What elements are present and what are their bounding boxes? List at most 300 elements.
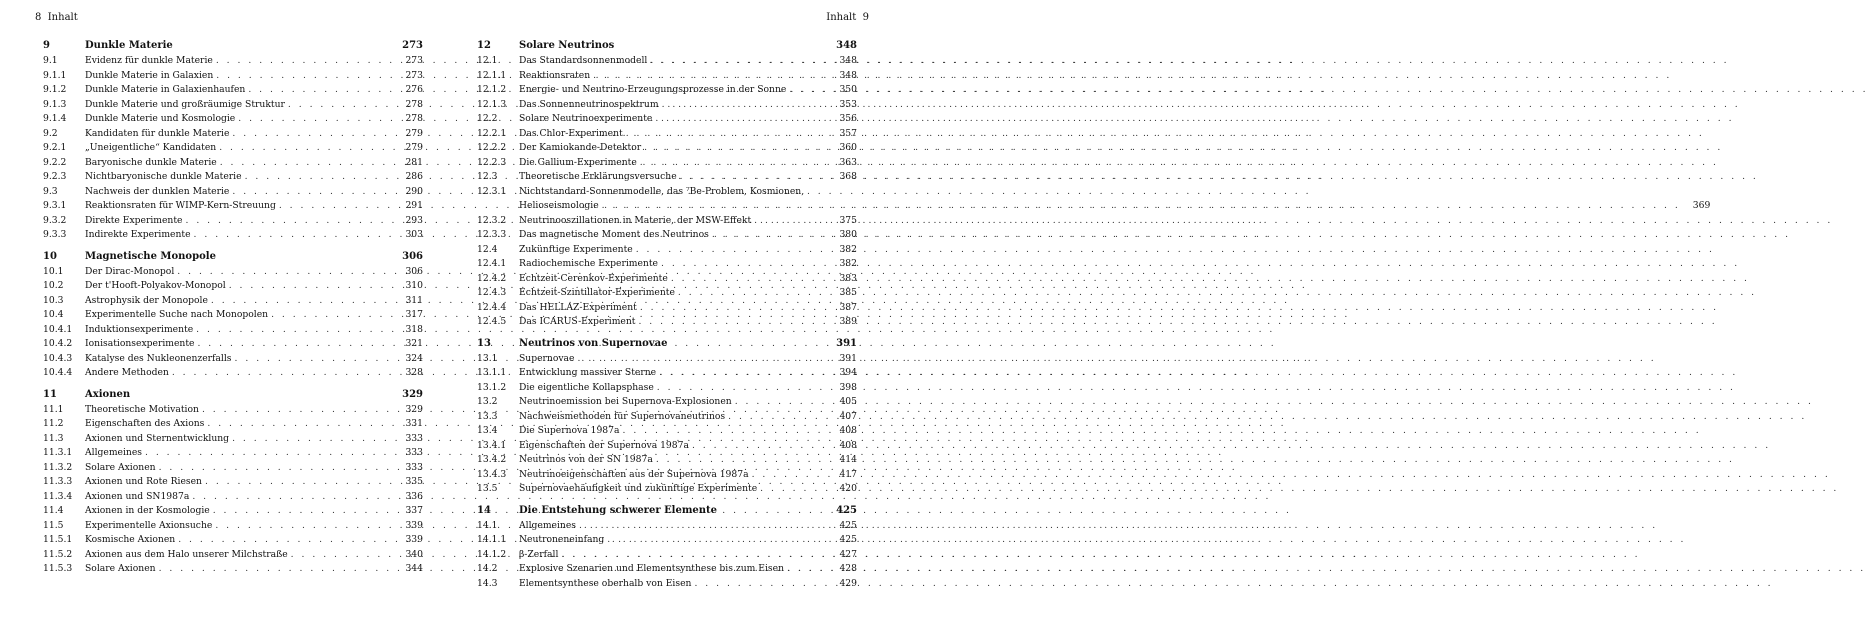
toc-entry: [43, 156, 423, 171]
section-title-wrap: [519, 577, 827, 592]
chapter-number: 13: [477, 337, 491, 349]
section-page: 303: [405, 229, 423, 240]
chapter-heading: [43, 249, 423, 265]
section-title: β-Zerfall: [519, 548, 559, 560]
section-page: 340: [405, 548, 423, 560]
toc-entry: [477, 352, 857, 367]
toc-entry: [477, 257, 857, 272]
chapter-title-wrap: [85, 249, 393, 265]
section-title: Dunkle Materie und großräumige Struktur: [85, 98, 285, 110]
section-title-wrap: [519, 83, 827, 98]
toc-entry: [477, 156, 857, 171]
chapter-page: 391: [836, 337, 857, 349]
section-title: Eigenschaften der Supernova 1987a: [519, 439, 689, 451]
dot-leader: [636, 243, 1715, 258]
section-title-wrap: [519, 533, 827, 548]
section-title: Neutrinoemission bei Supernova-Explosionen: [519, 396, 732, 407]
section-number: 9.3: [43, 185, 58, 197]
section-title: Neutrinos von der SN 1987a: [519, 454, 653, 465]
section-title: Katalyse des Nukleonenzerfalls: [85, 352, 232, 364]
section-page: 429: [839, 577, 857, 589]
chapter-title: Magnetische Monopole: [85, 250, 216, 262]
dot-leader: [579, 519, 1658, 534]
section-title: Allgemeines: [85, 447, 142, 458]
dot-leader: [712, 228, 1791, 243]
section-number: 11.3.2: [43, 461, 73, 473]
toc-entry: [43, 228, 423, 243]
section-page: 425: [839, 534, 857, 545]
chapter-page: 425: [836, 504, 857, 516]
toc-entry: [43, 403, 423, 418]
section-number: 9.3.1: [43, 200, 67, 211]
section-title: Das ICARUS-Experiment: [519, 316, 636, 327]
section-title-wrap: [85, 170, 393, 185]
left-header-title: Inhalt: [47, 12, 78, 23]
section-page: 279: [405, 142, 423, 153]
left-page: [35, 12, 423, 583]
section-title-wrap: [85, 279, 393, 294]
section-title: Neutrinoeigenschaften aus der Supernova 1987a: [519, 468, 749, 480]
section-page: 425: [839, 519, 857, 531]
section-title: Axionen in der Kosmologie: [85, 505, 210, 516]
section-title: Solare Axionen: [85, 563, 156, 574]
section-page: 387: [839, 301, 857, 313]
section-number: 9.3.2: [43, 214, 67, 226]
section-number: 13.1.2: [477, 381, 507, 393]
section-page: 417: [839, 468, 857, 480]
toc-entry: [477, 185, 1711, 214]
section-page: 281: [405, 156, 423, 168]
section-title: Baryonische dunkle Materie: [85, 156, 217, 168]
section-page: 278: [405, 98, 423, 110]
section-number: 12.1.3: [477, 98, 507, 110]
section-title: Der Kamiokande-Detektor: [519, 142, 642, 153]
dot-leader: [752, 468, 1831, 483]
toc-entry: [43, 337, 423, 352]
toc-entry: [43, 112, 423, 127]
toc-entry: [43, 141, 423, 156]
dot-leader: [593, 69, 1672, 84]
dot-leader: [644, 141, 1723, 156]
toc-entry: [477, 519, 857, 534]
section-number: 12.3.3: [477, 229, 507, 240]
section-title-wrap: [519, 410, 827, 425]
section-number: 9.1.3: [43, 98, 67, 110]
right-page: [477, 12, 1711, 597]
chapter-title-wrap: [85, 387, 393, 403]
section-title-wrap: [85, 185, 393, 200]
section-number: 12.4.2: [477, 272, 507, 284]
toc-entry: [477, 482, 857, 497]
section-title-wrap: [519, 352, 827, 367]
section-number: 11.5.2: [43, 548, 73, 560]
section-title-wrap: [519, 519, 827, 534]
toc-entry: [477, 141, 857, 156]
dot-leader: [656, 453, 1735, 468]
section-title: Axionen und SN1987a: [85, 490, 190, 502]
section-page: 311: [405, 294, 423, 306]
section-page: 353: [839, 98, 857, 110]
toc-entry: [43, 504, 423, 519]
section-title-wrap: [519, 156, 827, 171]
toc-entry: [43, 519, 423, 534]
toc-entry: [43, 352, 423, 367]
toc-entry: [43, 83, 423, 98]
section-page: 306: [405, 265, 423, 277]
section-title-wrap: [519, 315, 827, 330]
dot-leader: [607, 533, 1686, 548]
section-title: Induktionsexperimente: [85, 323, 194, 335]
toc-entry: [477, 395, 857, 410]
toc-entry: [43, 417, 423, 432]
section-number: 12.4.5: [477, 316, 507, 327]
dot-leader: [659, 366, 1738, 381]
section-page: 368: [839, 171, 857, 182]
toc-entry: [43, 366, 423, 381]
section-title-wrap: [85, 214, 393, 229]
right-toc: [477, 38, 1711, 591]
section-title-wrap: [519, 243, 827, 258]
chapter-title: Solare Neutrinos: [519, 40, 615, 51]
section-page: 339: [405, 534, 423, 545]
chapter-block: [477, 38, 1711, 330]
chapter-heading: [477, 336, 857, 352]
section-title: Neutrinooszillationen in Materie, der MSW-Effekt: [519, 214, 752, 226]
dot-leader: [638, 315, 1717, 330]
section-page: 356: [839, 113, 857, 124]
toc-entry: [477, 170, 857, 185]
section-page: 324: [405, 352, 423, 364]
section-title: Radiochemische Experimente: [519, 258, 658, 269]
toc-entry: [477, 301, 857, 316]
section-title-wrap: [519, 562, 827, 577]
toc-entry: [43, 265, 423, 280]
section-title: Das Sonnenneutrinospektrum: [519, 98, 659, 110]
toc-entry: [477, 315, 857, 330]
dot-leader: [754, 214, 1833, 229]
section-title-wrap: [85, 490, 393, 505]
toc-entry: [43, 533, 423, 548]
section-number: 11.5: [43, 519, 64, 531]
section-title: Nachweis der dunklen Materie: [85, 185, 230, 197]
section-title: Echtzeit-Cerenkov-Experimente: [519, 272, 668, 284]
section-title-wrap: [519, 185, 1680, 214]
section-title-wrap: [85, 265, 393, 280]
section-title-wrap: [85, 548, 393, 563]
section-title-wrap: [519, 214, 827, 229]
right-header-label: [826, 12, 869, 23]
left-page-number: 8: [35, 12, 42, 23]
toc-entry: [477, 228, 857, 243]
section-number: 10.1: [43, 265, 64, 277]
section-title-wrap: [519, 482, 827, 497]
chapter-page: 306: [402, 250, 423, 262]
chapter-number: 9: [43, 40, 50, 51]
chapter-title: Die Entstehung schwerer Elemente: [519, 504, 718, 516]
section-page: 318: [405, 323, 423, 335]
section-number: 10.4.3: [43, 352, 73, 364]
toc-entry: [477, 468, 857, 483]
section-title-wrap: [519, 69, 827, 84]
toc-entry: [477, 243, 857, 258]
section-title: Dunkle Materie und Kosmologie: [85, 113, 236, 124]
section-number: 12.3.2: [477, 214, 507, 226]
section-title: Nichtbaryonische dunkle Materie: [85, 171, 242, 182]
chapter-title-wrap: [519, 336, 827, 352]
section-title-wrap: [85, 98, 393, 113]
section-number: 11.1: [43, 403, 64, 415]
section-page: 414: [839, 454, 857, 465]
toc-entry: [477, 548, 857, 563]
section-page: 278: [405, 113, 423, 124]
toc-entry: [477, 577, 857, 592]
section-page: 360: [839, 142, 857, 153]
section-page: 337: [405, 505, 423, 516]
section-title-wrap: [519, 272, 827, 287]
left-header-label: [35, 12, 78, 23]
section-number: 9.2.1: [43, 142, 67, 153]
toc-entry: [477, 98, 857, 113]
chapter-page: 348: [836, 40, 857, 51]
toc-entry: [477, 410, 857, 425]
section-number: 12.2.3: [477, 156, 507, 168]
section-title: Axionen und Sternentwicklung: [85, 432, 230, 444]
section-page: 290: [405, 185, 423, 197]
chapter-number: 14: [477, 504, 491, 516]
dot-leader: [735, 395, 1814, 410]
section-title: Axionen und Rote Riesen: [85, 476, 202, 487]
section-title-wrap: [85, 504, 393, 519]
toc-entry: [477, 366, 857, 381]
section-title-wrap: [519, 366, 827, 381]
section-page: 385: [839, 287, 857, 298]
dot-leader: [622, 424, 1701, 439]
section-title-wrap: [519, 381, 827, 396]
section-title: Solare Axionen: [85, 461, 156, 473]
section-number: 12.1: [477, 55, 498, 66]
section-page: 420: [839, 483, 857, 494]
section-title: „Uneigentliche“ Kandidaten: [85, 142, 217, 153]
section-number: 13.4.2: [477, 454, 507, 465]
chapter-title-wrap: [519, 503, 827, 519]
section-page: 363: [839, 156, 857, 168]
section-title-wrap: [519, 54, 827, 69]
section-title-wrap: [85, 69, 393, 84]
section-number: 11.3: [43, 432, 64, 444]
section-number: 12.1.1: [477, 69, 507, 81]
section-page: 328: [405, 367, 423, 378]
section-title-wrap: [519, 424, 827, 439]
toc-entry: [43, 490, 423, 505]
section-title: Reaktionsraten: [519, 69, 591, 81]
section-title-wrap: [85, 127, 393, 142]
dot-leader: [655, 112, 1734, 127]
section-number: 9.2.3: [43, 171, 67, 182]
section-title-wrap: [519, 228, 827, 243]
toc-entry: [477, 54, 857, 69]
section-number: 13.2: [477, 396, 498, 407]
section-number: 10.4: [43, 309, 64, 320]
section-number: 11.3.3: [43, 476, 73, 487]
section-title-wrap: [85, 403, 393, 418]
section-page: 357: [839, 127, 857, 139]
toc-entry: [43, 170, 423, 185]
chapter-page: 273: [402, 40, 423, 51]
section-page: 380: [839, 229, 857, 240]
chapter-title: Neutrinos von Supernovae: [519, 337, 668, 349]
chapter-block: [477, 503, 857, 592]
section-title: Indirekte Experimente: [85, 229, 191, 240]
chapter-block: [43, 249, 423, 381]
section-title: Zukünftige Experimente: [519, 243, 633, 255]
section-title: Theoretische Motivation: [85, 403, 199, 415]
section-title-wrap: [85, 141, 393, 156]
toc-entry: [477, 127, 857, 142]
section-page: 391: [839, 352, 857, 364]
section-page: 279: [405, 127, 423, 139]
section-title: Explosive Szenarien und Elementsynthese bis zum Eisen: [519, 563, 784, 574]
toc-entry: [43, 127, 423, 142]
section-title: Eigenschaften des Axions: [85, 418, 205, 429]
section-title-wrap: [519, 395, 827, 410]
section-page: 389: [839, 316, 857, 327]
right-header-title: Inhalt: [826, 12, 857, 23]
section-title: Das magnetische Moment des Neutrinos: [519, 229, 709, 240]
section-title-wrap: [85, 228, 393, 243]
section-number: 13.5: [477, 483, 498, 494]
section-number: 11.4: [43, 505, 64, 516]
section-page: 344: [405, 563, 423, 574]
section-number: 9.1.4: [43, 113, 67, 124]
right-page-number: 9: [862, 12, 869, 23]
section-title: Die Gallium-Experimente: [519, 156, 637, 168]
toc-entry: [477, 69, 857, 84]
section-page: 339: [405, 519, 423, 531]
section-title: Nichtstandard-Sonnenmodelle, das ⁷Be-Problem, Kosmionen,: [519, 185, 805, 197]
section-title-wrap: [85, 308, 393, 323]
section-title-wrap: [519, 439, 827, 454]
section-page: 382: [839, 243, 857, 255]
toc-entry: [43, 294, 423, 309]
chapter-heading: [477, 503, 857, 519]
section-number: 13.4.1: [477, 439, 507, 451]
chapter-title: Dunkle Materie: [85, 40, 173, 51]
section-title-wrap: [519, 301, 827, 316]
section-number: 12.3.1: [477, 185, 507, 197]
section-title-wrap: [85, 475, 393, 490]
toc-entry: [477, 272, 857, 287]
section-page: 428: [839, 563, 857, 574]
dot-leader: [760, 482, 1839, 497]
dot-leader: [789, 83, 1868, 98]
section-number: 12.4: [477, 243, 498, 255]
section-page: 375: [839, 214, 857, 226]
chapter-number: 12: [477, 40, 491, 51]
section-title: Energie- und Neutrino-Erzeugungsprozesse in der Sonne: [519, 84, 787, 95]
chapter-number: 10: [43, 250, 57, 262]
toc-entry: [477, 381, 857, 396]
toc-entry: [43, 199, 423, 214]
section-title-wrap: [85, 156, 393, 171]
toc-entry: [477, 214, 857, 229]
section-title: Der t'Hooft-Polyakov-Monopol: [85, 280, 226, 291]
toc-entry: [477, 83, 857, 98]
toc-entry: [477, 533, 857, 548]
section-title-wrap: [85, 461, 393, 476]
section-title: Der Dirac-Monopol: [85, 265, 175, 277]
chapter-number: 11: [43, 388, 57, 400]
dot-leader: [640, 301, 1719, 316]
section-title-wrap: [519, 468, 827, 483]
toc-entry: [477, 286, 857, 301]
section-number: 9.3.3: [43, 229, 67, 240]
section-page: 427: [839, 548, 857, 560]
section-page: 276: [405, 84, 423, 95]
dot-leader: [650, 54, 1729, 69]
chapter-block: [477, 336, 857, 497]
section-title: Dunkle Materie in Galaxien: [85, 69, 214, 81]
section-title-wrap: [85, 323, 393, 338]
section-title: Entwicklung massiver Sterne: [519, 367, 657, 378]
chapter-title-wrap: [519, 38, 827, 54]
toc-entry: [477, 112, 857, 127]
dot-leader: [577, 352, 1656, 367]
chapter-heading: [477, 38, 857, 54]
section-page: 394: [839, 367, 857, 378]
section-title-wrap: [85, 337, 393, 352]
section-page: 273: [405, 69, 423, 81]
section-number: 9.1.1: [43, 69, 67, 81]
section-title-wrap: [519, 548, 827, 563]
section-page: 329: [405, 403, 423, 415]
section-number: 10.4.2: [43, 338, 73, 349]
section-page: 310: [405, 280, 423, 291]
section-number: 14.1: [477, 519, 498, 531]
section-page: 336: [405, 490, 423, 502]
section-title: Die eigentliche Kollapsphase: [519, 381, 654, 393]
toc-entry: [43, 461, 423, 476]
section-number: 10.4.4: [43, 367, 73, 378]
section-number: 10.2: [43, 280, 64, 291]
dot-leader: [561, 548, 1640, 563]
section-page: 335: [405, 476, 423, 487]
toc-entry: [43, 446, 423, 461]
section-title-wrap: [519, 170, 827, 185]
section-title: Supernovae: [519, 352, 575, 364]
section-number: 9.2.2: [43, 156, 67, 168]
section-number: 12.2: [477, 113, 498, 124]
section-number: 10.3: [43, 294, 64, 306]
section-title: Direkte Experimente: [85, 214, 183, 226]
section-title-wrap: [85, 417, 393, 432]
section-title-wrap: [85, 562, 393, 577]
section-page: 408: [839, 425, 857, 436]
section-title-wrap: [85, 446, 393, 461]
section-number: 9.2: [43, 127, 58, 139]
section-number: 12.4.1: [477, 258, 507, 269]
toc-entry: [477, 562, 857, 577]
section-title: Das HELLAZ-Experiment: [519, 301, 637, 313]
section-title-wrap: [85, 83, 393, 98]
section-number: 11.3.1: [43, 447, 73, 458]
left-toc: [43, 38, 423, 577]
section-title-wrap: [85, 54, 393, 69]
section-title: Andere Methoden: [85, 367, 169, 378]
section-number: 9.1.2: [43, 84, 67, 95]
section-number: 13.3: [477, 410, 498, 422]
right-page-header: [477, 12, 869, 28]
section-number: 13.1: [477, 352, 498, 364]
